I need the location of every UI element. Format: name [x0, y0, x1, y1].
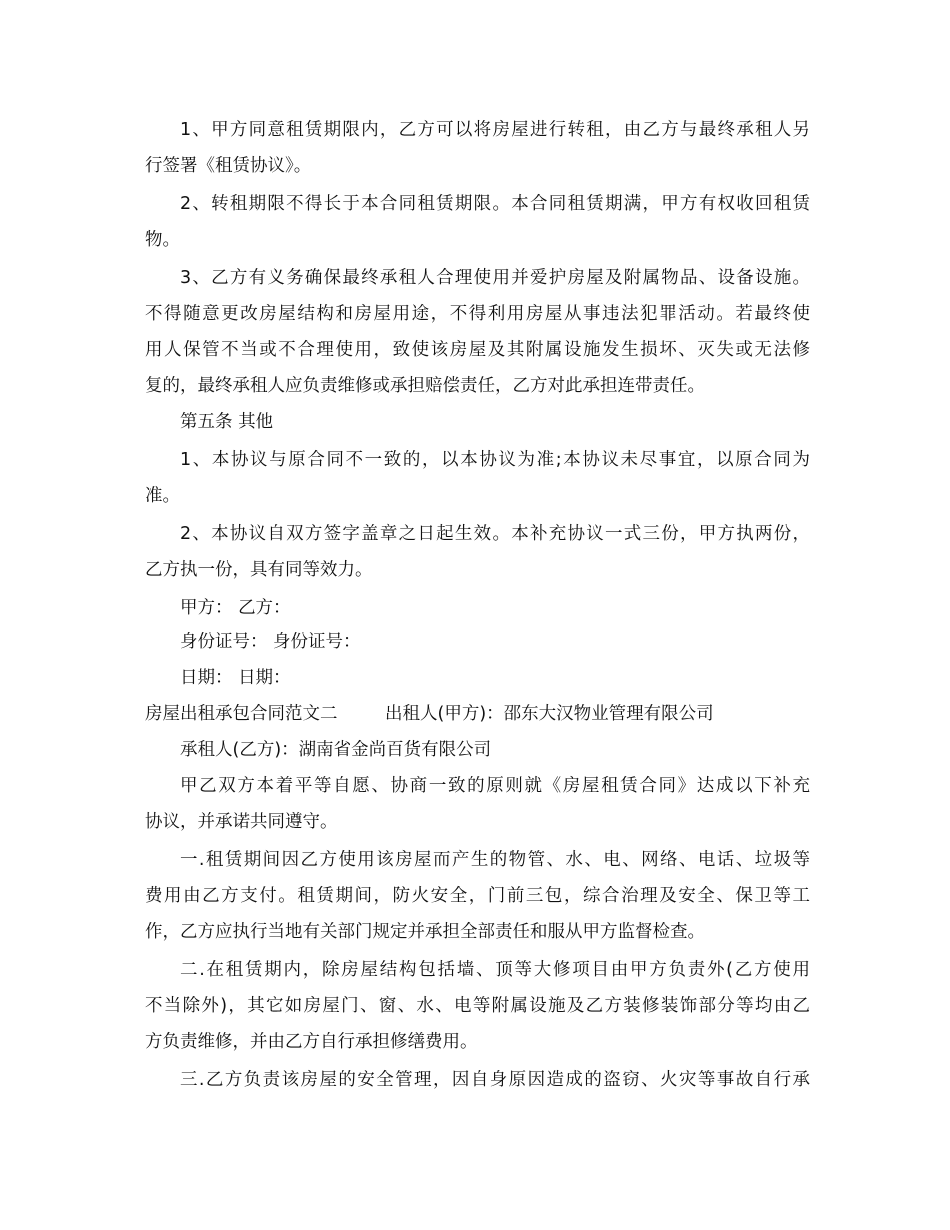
signature-parties: 甲方： 乙方：	[180, 598, 291, 618]
clause-1-line-1: 一.租赁期间因乙方使用该房屋而产生的物管、水、电、网络、电话、垃圾等	[180, 850, 810, 870]
signature-dates: 日期： 日期：	[180, 668, 291, 688]
paragraph-2-line-1: 2、转租期限不得长于本合同租赁期限。本合同租赁期满，甲方有权收回租赁	[180, 194, 810, 214]
contract-title: 房屋出租承包合同范文二	[145, 704, 338, 724]
paragraph-3-line-3: 用人保管不当或不合理使用，致使该房屋及其附属设施发生损坏、灭失或无法修	[145, 340, 810, 360]
lessor-line: 出租人(甲方)：邵东大汉物业管理有限公司	[385, 704, 714, 724]
clause-3-line-1: 三.乙方负责该房屋的安全管理，因自身原因造成的盗窃、火灾等事故自行承	[180, 1070, 810, 1090]
signature-id-numbers: 身份证号： 身份证号：	[180, 632, 361, 652]
paragraph-3-line-2: 不得随意更改房屋结构和房屋用途，不得利用房屋从事违法犯罪活动。若最终使	[145, 304, 810, 324]
intro-line-1: 甲乙双方本着平等自愿、协商一致的原则就《房屋租赁合同》达成以下补充	[180, 776, 810, 796]
paragraph-2-line-2: 物。	[145, 230, 180, 250]
paragraph-3-line-1: 3、乙方有义务确保最终承租人合理使用并爱护房屋及附属物品、设备设施。	[180, 268, 810, 288]
lessee-line: 承租人(乙方)：湖南省金尚百货有限公司	[180, 740, 492, 760]
clause-2-line-2: 不当除外)，其它如房屋门、窗、水、电等附属设施及乙方装修装饰部分等均由乙	[145, 996, 810, 1016]
clause-2-line-1: 二.在租赁期内，除房屋结构包括墙、顶等大修项目由甲方负责外(乙方使用	[180, 960, 810, 980]
paragraph-5-2-line-1: 2、本协议自双方签字盖章之日起生效。本补充协议一式三份，甲方执两份，	[180, 524, 810, 544]
clause-1-line-2: 费用由乙方支付。租赁期间，防火安全，门前三包，综合治理及安全、保卫等工	[145, 886, 810, 906]
paragraph-3-line-4: 复的，最终承租人应负责维修或承担赔偿责任，乙方对此承担连带责任。	[145, 376, 705, 396]
article-5-heading: 第五条 其他	[180, 412, 274, 432]
paragraph-1-line-1: 1、甲方同意租赁期限内，乙方可以将房屋进行转租，由乙方与最终承租人另	[180, 120, 810, 140]
paragraph-1-line-2: 行签署《租赁协议》。	[145, 156, 312, 176]
paragraph-5-2-line-2: 乙方执一份，具有同等效力。	[145, 560, 373, 580]
paragraph-5-1-line-1: 1、本协议与原合同不一致的，以本协议为准;本协议未尽事宜，以原合同为	[180, 450, 810, 470]
clause-2-line-3: 方负责维修，并由乙方自行承担修缮费用。	[145, 1032, 478, 1052]
clause-1-line-3: 作，乙方应执行当地有关部门规定并承担全部责任和服从甲方监督检查。	[145, 922, 705, 942]
paragraph-5-1-line-2: 准。	[145, 486, 180, 506]
intro-line-2: 协议，并承诺共同遵守。	[145, 812, 338, 832]
